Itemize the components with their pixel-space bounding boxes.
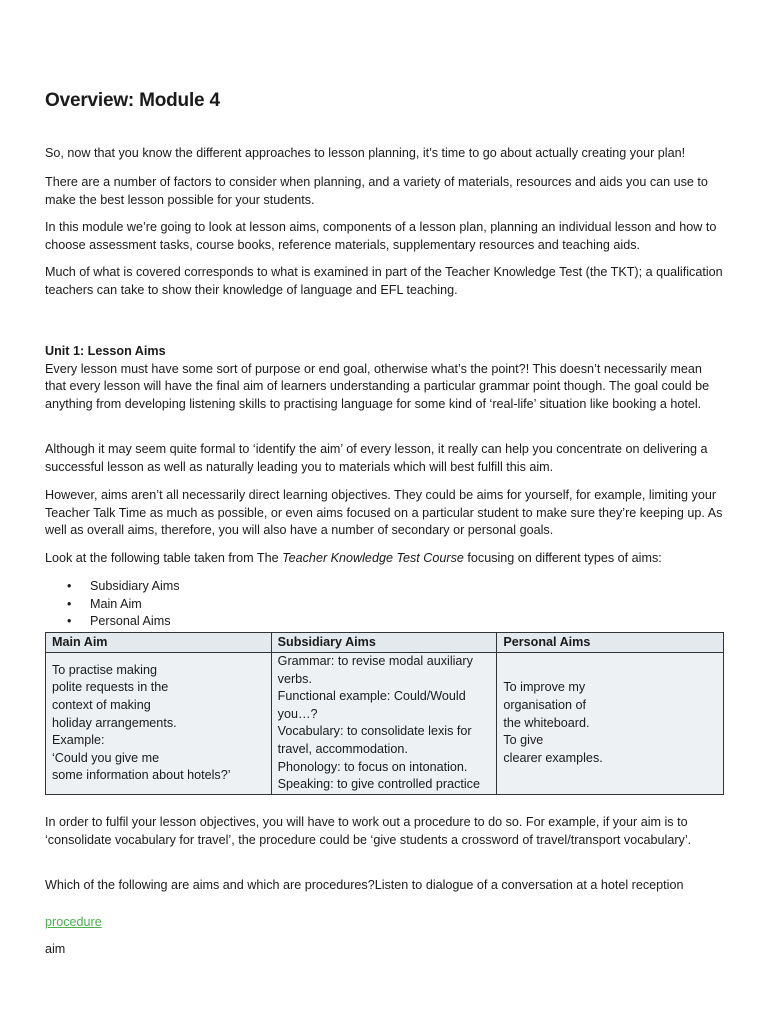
bullet-icon: • xyxy=(67,614,72,629)
intro-paragraph-4: Much of what is covered corresponds to what is examined in part of the Teacher Knowledge Test (the TKT); a qualification teachers can take to show their knowledge of language and EFL teaching. xyxy=(45,265,723,297)
procedure-paragraph: In order to fulfil your lesson objectives, you will have to work out a procedure to do so. For example, if your aim is to ‘consolidate vocabulary for travel’, the procedure could be ‘give students a crossword of travel/transport vocabulary’. xyxy=(45,815,692,847)
bullet-icon: • xyxy=(67,579,72,593)
aims-table xyxy=(45,632,724,795)
intro-paragraph-2: There are a number of factors to consider when planning, and a variety of materials, resources and aids you can use to make the best lesson possible for your students. xyxy=(45,175,708,207)
column-header-main-aim: Main Aim xyxy=(46,633,272,653)
book-title: Teacher Knowledge Test Course xyxy=(282,551,464,565)
unit1-paragraph-2: Although it may seem quite formal to ‘identify the aim’ of every lesson, it really can help you concentrate on delivering a successful lesson as well as naturally leading you to materials which will best fulfill this aim. xyxy=(45,442,708,474)
aims-bullet-list xyxy=(45,578,725,631)
column-header-subsidiary-aims: Subsidiary Aims xyxy=(271,633,497,653)
page-title: Overview: Module 4 xyxy=(45,90,220,111)
answer-aim: aim xyxy=(45,942,66,956)
personal-aims-cell: To improve my organisation of the whiteboard. To give clearer examples. xyxy=(497,653,724,795)
main-aim-cell: To practise making polite requests in the context of making holiday arrangements. Example: ‘Could you give me some information about hotels?’ xyxy=(46,653,272,795)
unit1-paragraph-1: Every lesson must have some sort of purpose or end goal, otherwise what’s the point?! This doesn’t necessarily mean that every lesson will have the final aim of learners understanding a particular grammar point though. The goal could be anything from developing listening skills to practising language for some kind of ‘real-life’ situation like booking a hotel. xyxy=(45,361,710,411)
bullet-icon: • xyxy=(67,596,72,611)
unit1-paragraph-3: However, aims aren’t all necessarily direct learning objectives. They could be aims for yourself, for example, limiting your Teacher Talk Time as much as possible, or even aims focused on a particular student to make sure they’re keeping up. As well as overall aims, therefore, you will also have a number of secondary or personal goals. xyxy=(45,488,723,538)
table-row xyxy=(46,653,724,795)
unit1-heading: Unit 1: Lesson Aims xyxy=(45,344,166,358)
table-header-row xyxy=(46,633,724,653)
list-item: • Subsidiary Aims xyxy=(45,578,725,596)
unit1-paragraph-4: Look at the following table taken from The Teacher Knowledge Test Course focusing on different types of aims: xyxy=(45,551,662,565)
list-item: • Main Aim xyxy=(45,596,725,614)
unit1-section xyxy=(45,343,725,413)
column-header-personal-aims: Personal Aims xyxy=(497,633,724,653)
procedure-link[interactable]: procedure xyxy=(45,915,102,929)
intro-paragraph-1: So, now that you know the different approaches to lesson planning, it’s time to go about actually creating your plan! xyxy=(45,146,686,160)
answer-procedure xyxy=(45,913,725,931)
intro-paragraph-3: In this module we’re going to look at lesson aims, components of a lesson plan, planning an individual lesson and how to choose assessment tasks, course books, reference materials, supplementary resources and teaching aids. xyxy=(45,220,717,252)
subsidiary-aims-cell: Grammar: to revise modal auxiliary verbs. Functional example: Could/Would you…? Vocabulary: to consolidate lexis for travel, accommodation. Phonology: to focus on intonation. Speaking: to give controlled practice xyxy=(271,653,497,795)
question-paragraph: Which of the following are aims and which are procedures?Listen to dialogue of a conversation at a hotel reception xyxy=(45,878,684,892)
list-item: • Personal Aims xyxy=(45,613,725,631)
